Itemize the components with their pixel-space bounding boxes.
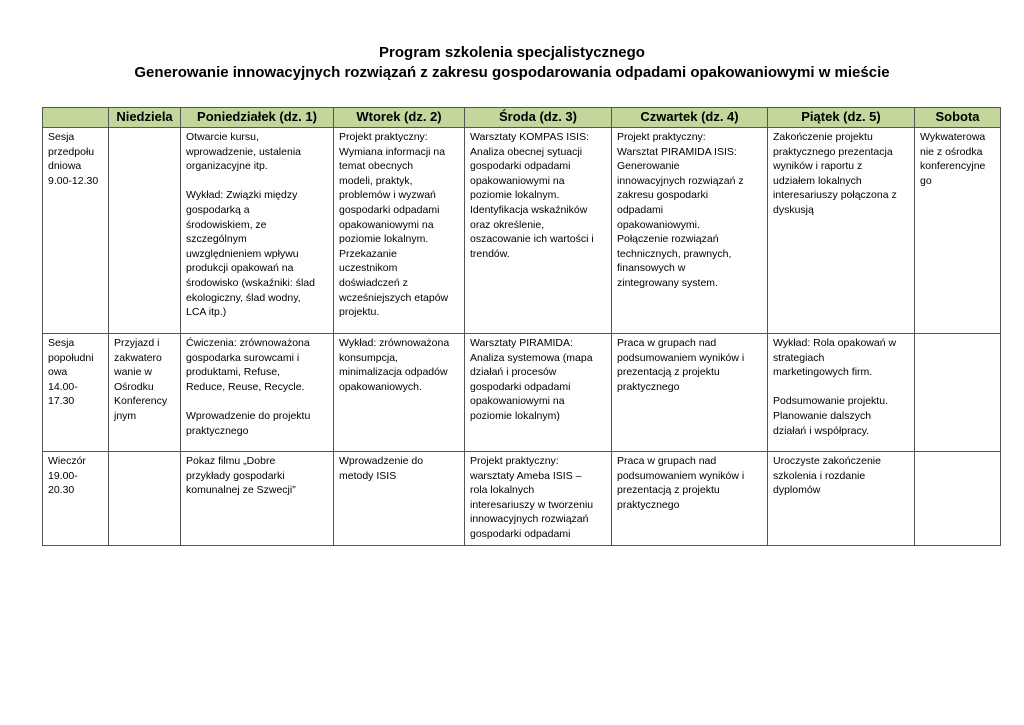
- row-label-morning: Sesja przedpołu dniowa 9.00-12.30: [43, 128, 109, 334]
- row-label-afternoon: Sesja popołudni owa 14.00- 17.30: [43, 334, 109, 452]
- cell-evening-monday: Pokaz filmu „Dobre przykłady gospodarki komunalnej ze Szwecji”: [181, 452, 334, 546]
- schedule-table: [42, 107, 1001, 546]
- header-cell-monday: Poniedziałek (dz. 1): [181, 108, 334, 128]
- cell-morning-saturday: Wykwaterowa nie z ośrodka konferencyjne go: [915, 128, 1001, 334]
- cell-afternoon-saturday: [915, 334, 1001, 452]
- cell-afternoon-tuesday: Wykład: zrównoważona konsumpcja, minimalizacja odpadów opakowaniowych.: [334, 334, 465, 452]
- cell-text-summary: Podsumowanie projektu. Planowanie dalszych działań i współpracy.: [773, 395, 888, 437]
- cell-morning-friday: Zakończenie projektu praktycznego prezentacja wyników i raportu z udziałem lokalnych interesariuszy połączona z dyskusją: [768, 128, 915, 334]
- header-cell-empty: [43, 108, 109, 128]
- row-label-evening: Wieczór 19.00- 20.30: [43, 452, 109, 546]
- header-cell-saturday: Sobota: [915, 108, 1001, 128]
- cell-morning-sunday: [109, 128, 181, 334]
- cell-afternoon-sunday: Przyjazd i zakwatero wanie w Ośrodku Konferency jnym: [109, 334, 181, 452]
- header-row: [43, 108, 1001, 128]
- header-cell-thursday: Czwartek (dz. 4): [612, 108, 768, 128]
- cell-morning-thursday: Projekt praktyczny: Warsztat PIRAMIDA ISIS: Generowanie innowacyjnych rozwiązań z zakresu gospodarki odpadami opakowaniowymi. Połączenie rozwiązań technicznych, prawnych, finansowych w zintegrowany system.: [612, 128, 768, 334]
- cell-evening-sunday: [109, 452, 181, 546]
- cell-text: Ćwiczenia: zrównoważona gospodarka surowcami i produktami, Refuse, Reduce, Reuse, Recycle.: [186, 337, 310, 393]
- cell-morning-wednesday: Warsztaty KOMPAS ISIS: Analiza obecnej sytuacji gospodarki odpadami opakowaniowymi na poziomie lokalnym. Identyfikacja wskaźników oraz określenie, oszacowanie ich wartości i trendów.: [465, 128, 612, 334]
- cell-afternoon-thursday: Praca w grupach nad podsumowaniem wyników i prezentacją z projektu praktycznego: [612, 334, 768, 452]
- table-row-morning: [43, 128, 1001, 334]
- table-row-evening: [43, 452, 1001, 546]
- table-row-afternoon: [43, 334, 1001, 452]
- title-line-2: Generowanie innowacyjnych rozwiązań z zakresu gospodarowania odpadami opakowaniowymi w mieście: [134, 64, 890, 81]
- title-line-1: Program szkolenia specjalistycznego: [379, 44, 645, 61]
- cell-evening-wednesday: Projekt praktyczny: warsztaty Ameba ISIS – rola lokalnych interesariuszy w tworzeniu innowacyjnych rozwiązań gospodarki odpadami: [465, 452, 612, 546]
- cell-afternoon-wednesday: Warsztaty PIRAMIDA: Analiza systemowa (mapa działań i procesów gospodarki odpadami opakowaniowymi na poziomie lokalnym): [465, 334, 612, 452]
- cell-text-intro: Wprowadzenie do projektu praktycznego: [186, 409, 311, 437]
- cell-evening-friday: Uroczyste zakończenie szkolenia i rozdanie dyplomów: [768, 452, 915, 546]
- cell-text: Otwarcie kursu, wprowadzenie, ustalenia organizacyjne itp.: [186, 131, 301, 173]
- cell-morning-tuesday: Projekt praktyczny: Wymiana informacji na temat obecnych modeli, praktyk, problemów i wyzwań gospodarki odpadami opakowaniowymi na poziomie lokalnym. Przekazanie uczestnikom doświadczeń z wcześniejszych etapów projektu.: [334, 128, 465, 334]
- header-cell-tuesday: Wtorek (dz. 2): [334, 108, 465, 128]
- cell-evening-tuesday: Wprowadzenie do metody ISIS: [334, 452, 465, 546]
- header-cell-wednesday: Środa (dz. 3): [465, 108, 612, 128]
- cell-morning-monday: [181, 128, 334, 334]
- header-cell-sunday: Niedziela: [109, 108, 181, 128]
- cell-afternoon-friday: [768, 334, 915, 452]
- document-title: [0, 43, 1024, 83]
- cell-evening-thursday: Praca w grupach nad podsumowaniem wyników i prezentacją z projektu praktycznego: [612, 452, 768, 546]
- cell-text: Wykład: Rola opakowań w strategiach marketingowych firm.: [773, 337, 897, 379]
- cell-afternoon-monday: [181, 334, 334, 452]
- cell-text-lecture: Wykład: Związki między gospodarką a środowiskiem, ze szczególnym uwzględnieniem wpływu produkcji opakowań na środowisko (wskaźniki: ślad ekologiczny, ślad wodny, LCA itp.): [186, 189, 315, 319]
- cell-evening-saturday: [915, 452, 1001, 546]
- header-cell-friday: Piątek (dz. 5): [768, 108, 915, 128]
